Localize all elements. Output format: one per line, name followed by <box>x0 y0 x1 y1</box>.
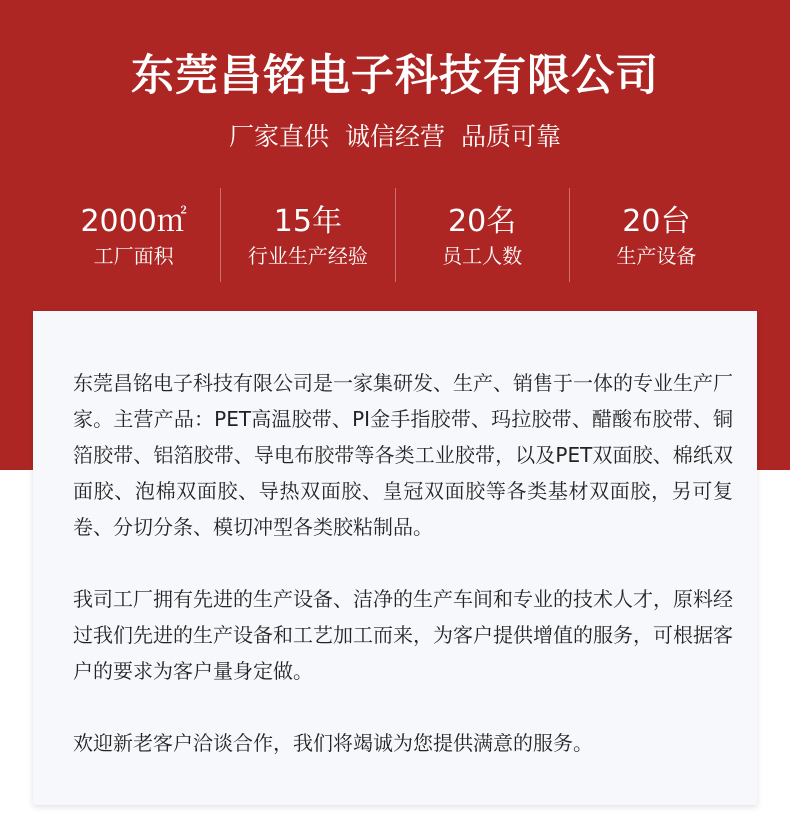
intro-paragraph: 东莞昌铭电子科技有限公司是一家集研发、生产、销售于一体的专业生产厂家。主营产品：PET高温胶带、PI金手指胶带、玛拉胶带、醋酸布胶带、铜箔胶带、铝箔胶带、导电布胶带等各类工业胶带，以及PET双面胶、棉纸双面胶、泡棉双面胶、导热双面胶、皇冠双面胶等各类基材双面胶，另可复卷、分切分条、模切冲型各类胶粘制品。 <box>73 371 733 539</box>
stat-equipment <box>569 188 743 282</box>
stat-value: 20台 <box>622 204 691 239</box>
stat-value: 20名 <box>448 204 517 239</box>
intro-card <box>33 311 757 805</box>
stat-label: 行业生产经验 <box>247 244 368 268</box>
intro-paragraph: 我司工厂拥有先进的生产设备、洁净的生产车间和专业的技术人才，原料经过我们先进的生产设备和工艺加工而来，为客户提供增值的服务，可根据客户的要求为客户量身定做。 <box>73 587 733 683</box>
stat-value: 2000㎡ <box>80 204 187 239</box>
intro-text <box>73 365 733 761</box>
stats-row <box>47 188 743 282</box>
stat-experience <box>220 188 394 282</box>
stat-factory-area <box>47 188 220 282</box>
intro-paragraph: 欢迎新老客户洽谈合作，我们将竭诚为您提供满意的服务。 <box>73 731 593 755</box>
stat-label: 员工人数 <box>442 244 523 268</box>
stat-employees <box>395 188 569 282</box>
stat-value: 15年 <box>273 204 342 239</box>
stat-label: 工厂面积 <box>93 244 174 268</box>
slogan: 厂家直供 诚信经营 品质可靠 <box>229 122 561 151</box>
stat-label: 生产设备 <box>616 244 697 268</box>
company-name: 东莞昌铭电子科技有限公司 <box>131 51 659 101</box>
